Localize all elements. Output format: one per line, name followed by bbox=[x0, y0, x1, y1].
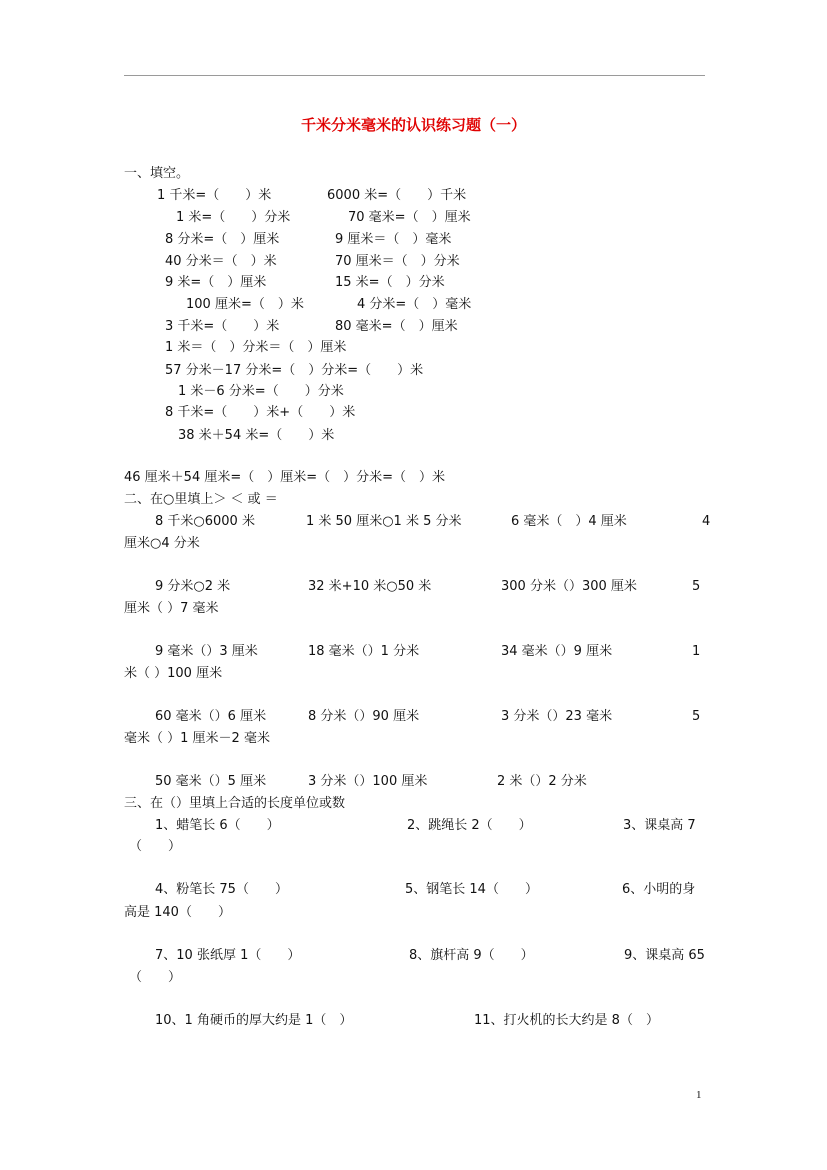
unit-question: 3、课桌高 7 bbox=[623, 818, 696, 833]
fill-item: 1 米＝（ ）分米＝（ ）厘米 bbox=[165, 340, 347, 355]
compare-item: 3 分米（）100 厘米 bbox=[308, 774, 428, 789]
compare-item: 3 分米（）23 毫米 bbox=[501, 709, 613, 724]
unit-question: 8、旗杆高 9（ ） bbox=[409, 948, 534, 963]
compare-item: 1 米 50 厘米○1 米 5 分米 bbox=[306, 514, 462, 529]
compare-item: 6 毫米（ ）4 厘米 bbox=[511, 514, 627, 529]
compare-item: 4 bbox=[702, 514, 711, 529]
fill-item: 1 米－6 分米=（ ）分米 bbox=[178, 384, 344, 399]
fill-item: 15 米=（ ）分米 bbox=[335, 275, 445, 290]
compare-item: 1 bbox=[692, 644, 701, 659]
unit-question: 2、跳绳长 2（ ） bbox=[407, 818, 532, 833]
fill-item: 1 米=（ ）分米 bbox=[176, 210, 291, 225]
fill-item: 100 厘米=（ ）米 bbox=[186, 297, 304, 312]
fill-item: 38 米＋54 米=（ ）米 bbox=[178, 428, 335, 443]
fill-item: 57 分米－17 分米=（ ）分米=（ ）米 bbox=[165, 363, 424, 378]
compare-item: 9 毫米（）3 厘米 bbox=[155, 644, 258, 659]
compare-item: 9 分米○2 米 bbox=[155, 579, 231, 594]
compare-item: 厘米（ ）7 毫米 bbox=[124, 601, 219, 616]
compare-item: 厘米○4 分米 bbox=[124, 536, 200, 551]
fill-item: 1 千米=（ ）米 bbox=[157, 188, 272, 203]
unit-question: 7、10 张纸厚 1（ ） bbox=[155, 948, 301, 963]
unit-question: 10、1 角硬币的厚大约是 1（ ） bbox=[155, 1013, 353, 1028]
fill-item: 3 千米=（ ）米 bbox=[165, 319, 280, 334]
compare-item: 34 毫米（）9 厘米 bbox=[501, 644, 613, 659]
compare-item: 5 bbox=[692, 709, 701, 724]
section-3-heading: 三、在（）里填上合适的长度单位或数 bbox=[124, 796, 346, 811]
compare-item: 8 千米○6000 米 bbox=[155, 514, 255, 529]
header-rule bbox=[124, 75, 705, 76]
unit-question: 5、钢笔长 14（ ） bbox=[405, 882, 538, 897]
unit-question: 6、小明的身 bbox=[622, 882, 696, 897]
compare-item: 2 米（）2 分米 bbox=[497, 774, 587, 789]
unit-question: 11、打火机的长大约是 8（ ） bbox=[474, 1013, 659, 1028]
fill-item: 9 米=（ ）厘米 bbox=[165, 275, 267, 290]
fill-item: 70 厘米＝（ ）分米 bbox=[335, 254, 460, 269]
document-title: 千米分米毫米的认识练习题（一） bbox=[300, 116, 526, 134]
compare-item: 8 分米（）90 厘米 bbox=[308, 709, 420, 724]
fill-item: 46 厘米＋54 厘米=（ ）厘米=（ ）分米=（ ）米 bbox=[124, 470, 446, 485]
compare-item: 50 毫米（）5 厘米 bbox=[155, 774, 267, 789]
section-2-heading: 二、在○里填上＞ ＜ 或 ＝ bbox=[124, 492, 278, 507]
unit-question: 1、蜡笔长 6（ ） bbox=[155, 818, 280, 833]
fill-item: 70 毫米=（ ）厘米 bbox=[348, 210, 471, 225]
compare-item: 5 bbox=[692, 579, 701, 594]
compare-item: 60 毫米（）6 厘米 bbox=[155, 709, 267, 724]
fill-item: 8 千米=（ ）米+（ ）米 bbox=[165, 405, 356, 420]
unit-question: （ ） bbox=[129, 970, 182, 985]
fill-item: 40 分米＝（ ）米 bbox=[165, 254, 277, 269]
compare-item: 300 分米（）300 厘米 bbox=[501, 579, 637, 594]
fill-item: 80 毫米=（ ）厘米 bbox=[335, 319, 458, 334]
compare-item: 毫米（ ）1 厘米－2 毫米 bbox=[124, 731, 270, 746]
unit-question: 9、课桌高 65 bbox=[624, 948, 705, 963]
fill-item: 4 分米=（ ）毫米 bbox=[357, 297, 472, 312]
fill-item: 8 分米=（ ）厘米 bbox=[165, 232, 280, 247]
fill-item: 9 厘米＝（ ）毫米 bbox=[335, 232, 452, 247]
unit-question: 4、粉笔长 75（ ） bbox=[155, 882, 288, 897]
section-1-heading: 一、填空。 bbox=[124, 166, 190, 181]
fill-item: 6000 米=（ ）千米 bbox=[327, 188, 467, 203]
compare-item: 米（ ）100 厘米 bbox=[124, 666, 223, 681]
unit-question: 高是 140（ ） bbox=[124, 905, 231, 920]
unit-question: （ ） bbox=[129, 839, 182, 854]
compare-item: 18 毫米（）1 分米 bbox=[308, 644, 420, 659]
compare-item: 32 米+10 米○50 米 bbox=[308, 579, 432, 594]
page-number: 1 bbox=[696, 1089, 702, 1101]
